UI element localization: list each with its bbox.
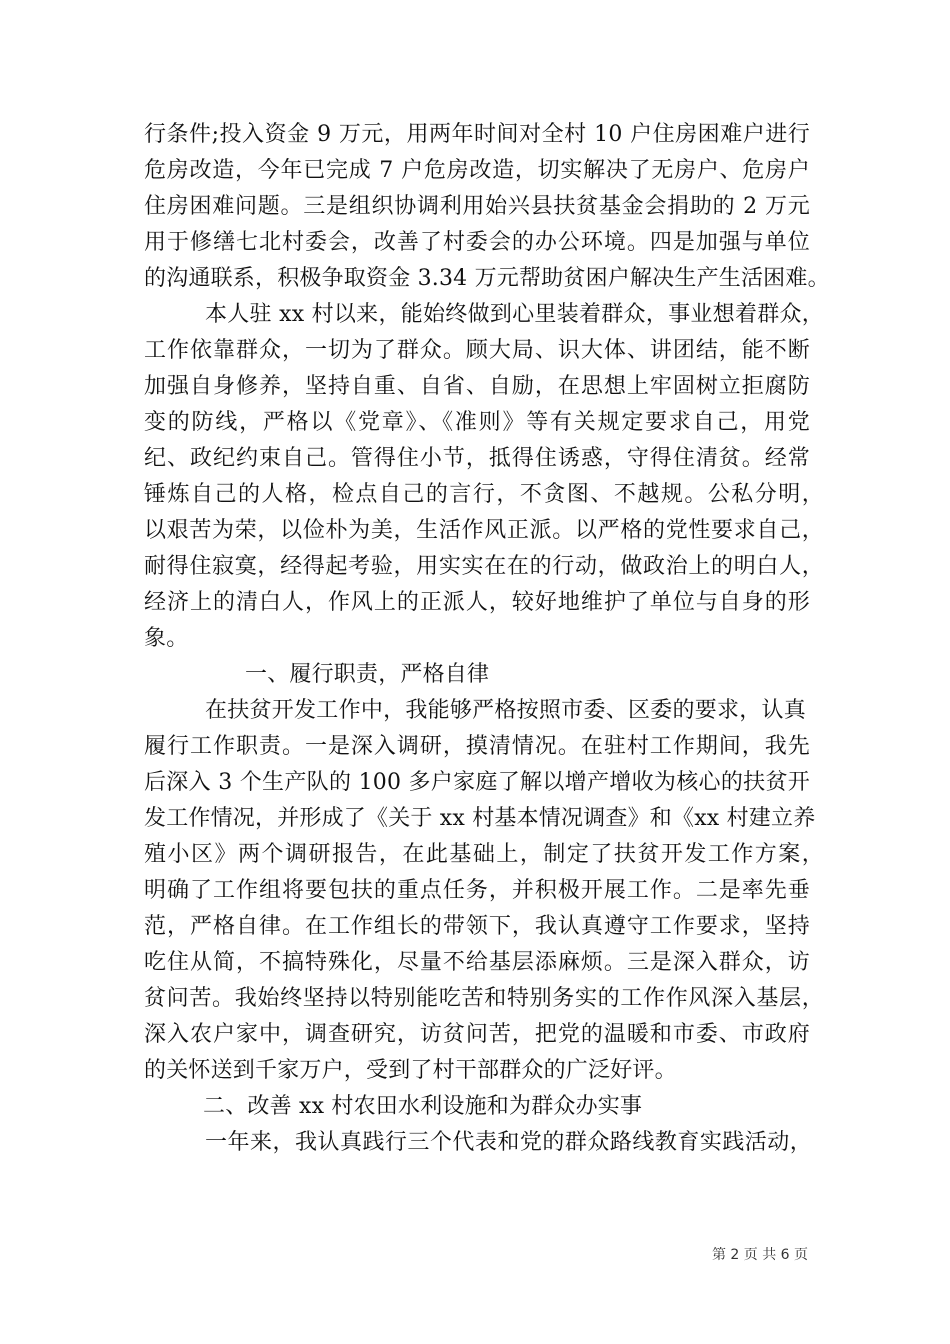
- text-line: 锤炼自己的人格，检点自己的言行，不贪图、不越规。公私分明，: [144, 482, 824, 507]
- text-line: 纪、政纪约束自己。管得住小节，抵得住诱惑，守得住清贫。经常: [144, 446, 810, 471]
- document-body: [144, 117, 830, 1161]
- paragraph-duties: [144, 693, 824, 1089]
- text-line: 经济上的清白人，作风上的正派人，较好地维护了单位与自身的形: [144, 590, 810, 615]
- text-line: 贫问苦。我始终坚持以特别能吃苦和特别务实的工作作风深入基层，: [144, 986, 824, 1011]
- text-line: 危房改造，今年已完成 7 户危房改造，切实解决了无房户、危房户: [144, 158, 810, 183]
- text-line: 范，严格自律。在工作组长的带领下，我认真遵守工作要求，坚持: [144, 914, 810, 939]
- paragraph-self-discipline: [144, 297, 824, 657]
- section-heading-2: 二、改善 xx 村农田水利设施和为群众办实事: [203, 1094, 643, 1119]
- text-line: 吃住从简，不搞特殊化，尽量不给基层添麻烦。三是深入群众，访: [144, 950, 810, 975]
- text-line: 的关怀送到千家万户，受到了村干部群众的广泛好评。: [144, 1058, 677, 1083]
- text-line: 工作依靠群众，一切为了群众。顾大局、识大体、讲团结，能不断: [144, 338, 810, 363]
- text-line: 在扶贫开发工作中，我能够严格按照市委、区委的要求，认真: [205, 698, 806, 723]
- text-line: 发工作情况，并形成了《关于 xx 村基本情况调查》和《xx 村建立养: [144, 806, 816, 831]
- paragraph-year-review: [144, 1125, 810, 1161]
- text-line: 一年来，我认真践行三个代表和党的群众路线教育实践活动，: [205, 1130, 812, 1155]
- text-line: 的沟通联系，积极争取资金 3.34 万元帮助贫困户解决生产生活困难。: [144, 266, 830, 291]
- text-line: 象。: [144, 626, 189, 651]
- text-line: 履行工作职责。一是深入调研，摸清情况。在驻村工作期间，我先: [144, 734, 810, 759]
- text-line: 以艰苦为荣，以俭朴为美，生活作风正派。以严格的党性要求自己，: [144, 518, 824, 543]
- page-number-footer: 第 2 页 共 6 页: [711, 1247, 809, 1263]
- text-line: 加强自身修养，坚持自重、自省、自励，在思想上牢固树立拒腐防: [144, 374, 810, 399]
- text-line: 后深入 3 个生产队的 100 多户家庭了解以增产增收为核心的扶贫开: [144, 770, 810, 795]
- section-heading-1: 一、履行职责，严格自律: [245, 662, 490, 687]
- text-line: 住房困难问题。三是组织协调利用始兴县扶贫基金会捐助的 2 万元: [144, 194, 810, 219]
- text-line: 行条件;投入资金 9 万元，用两年时间对全村 10 户住房困难户进行: [144, 122, 810, 147]
- text-line: 本人驻 xx 村以来，能始终做到心里装着群众，事业想着群众，: [205, 302, 824, 327]
- text-line: 变的防线，严格以《党章》、《准则》等有关规定要求自己，用党: [144, 410, 810, 435]
- text-line: 殖小区》两个调研报告，在此基础上，制定了扶贫开发工作方案，: [144, 842, 824, 867]
- text-line: 明确了工作组将要包扶的重点任务，并积极开展工作。二是率先垂: [144, 878, 810, 903]
- text-line: 耐得住寂寞，经得起考验，用实实在在的行动，做政治上的明白人，: [144, 554, 824, 579]
- text-line: 用于修缮七北村委会，改善了村委会的办公环境。四是加强与单位: [144, 230, 810, 255]
- paragraph-continuation: [144, 117, 830, 297]
- text-line: 深入农户家中，调查研究，访贫问苦，把党的温暖和市委、市政府: [144, 1022, 810, 1047]
